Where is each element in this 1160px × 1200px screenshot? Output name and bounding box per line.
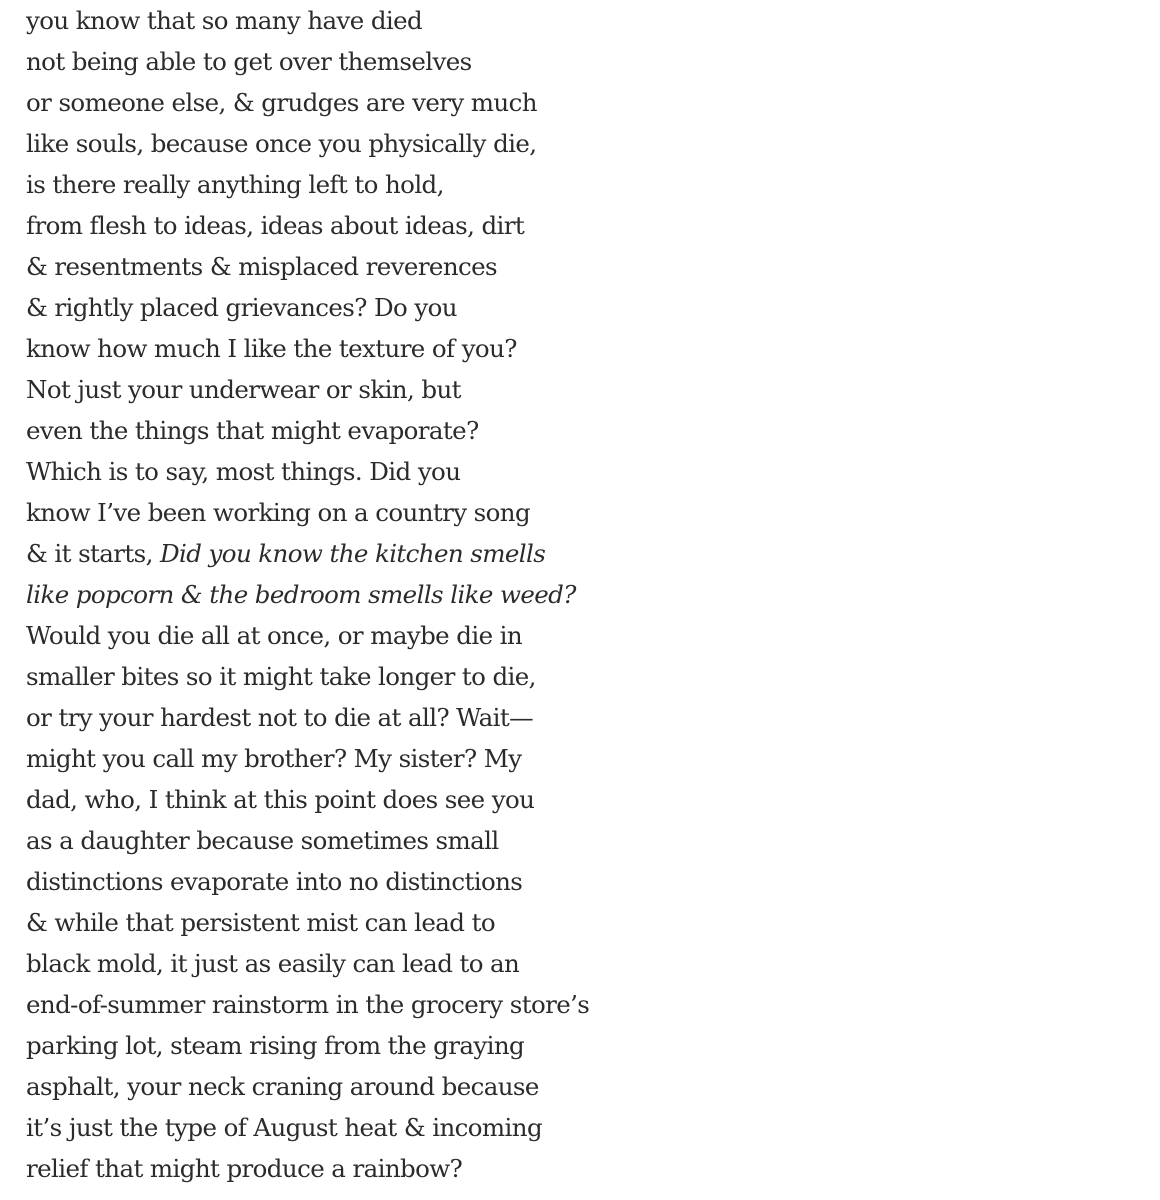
poem-line: or try your hardest not to die at all? Wait— — [26, 703, 534, 732]
poem-line: not being able to get over themselves — [26, 47, 472, 76]
poem-line: Would you die all at once, or maybe die in — [26, 621, 523, 650]
poem-line: asphalt, your neck craning around because — [26, 1072, 539, 1101]
poem-line: from flesh to ideas, ideas about ideas, dirt — [26, 211, 525, 240]
poem-line: & rightly placed grievances? Do you — [26, 293, 457, 322]
poem-line: distinctions evaporate into no distinctions — [26, 867, 523, 896]
poem-line: like souls, because once you physically die, — [26, 129, 537, 158]
poem-line-mixed — [26, 533, 1126, 574]
poem-line: Which is to say, most things. Did you — [26, 457, 461, 486]
poem-text — [26, 0, 1126, 1189]
poem-line-mixed — [26, 574, 1126, 615]
poem-line-italic: like popcorn & the bedroom smells like weed? — [26, 580, 576, 609]
poem-line: as a daughter because sometimes small — [26, 826, 499, 855]
poem-line: smaller bites so it might take longer to die, — [26, 662, 536, 691]
poem-line: is there really anything left to hold, — [26, 170, 444, 199]
poem-line: & resentments & misplaced reverences — [26, 252, 498, 281]
poem-line: know how much I like the texture of you? — [26, 334, 517, 363]
poem-line: & while that persistent mist can lead to — [26, 908, 495, 937]
poem-line-plain: & it starts, — [26, 539, 160, 568]
poem-line: even the things that might evaporate? — [26, 416, 479, 445]
poem-line: might you call my brother? My sister? My — [26, 744, 522, 773]
poem-line: it’s just the type of August heat & incoming — [26, 1113, 543, 1142]
poem-line: or someone else, & grudges are very much — [26, 88, 537, 117]
poem-line: Not just your underwear or skin, but — [26, 375, 461, 404]
poem-line: know I’ve been working on a country song — [26, 498, 531, 527]
poem-line: parking lot, steam rising from the graying — [26, 1031, 525, 1060]
poem-line: relief that might produce a rainbow? — [26, 1154, 463, 1183]
poem-line: you know that so many have died — [26, 6, 423, 35]
poem-line-italic: Did you know the kitchen smells — [160, 539, 546, 568]
poem-line: black mold, it just as easily can lead to an — [26, 949, 520, 978]
poem-line: end-of-summer rainstorm in the grocery store’s — [26, 990, 590, 1019]
poem-line: dad, who, I think at this point does see you — [26, 785, 535, 814]
